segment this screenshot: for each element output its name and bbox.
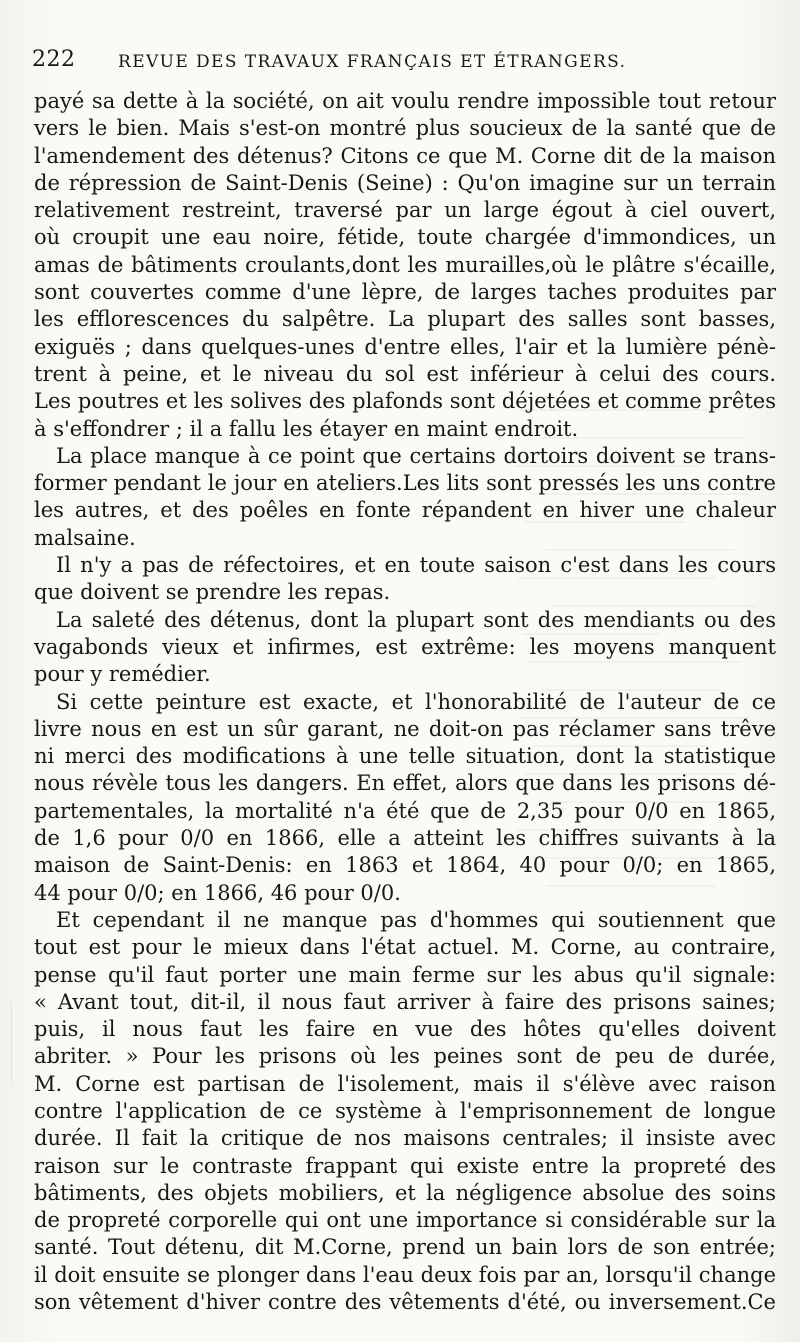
page-header — [22, 42, 782, 78]
text-line: ni merci des modifications à une telle situation, dont la statistique — [34, 744, 776, 769]
page-number: 222 — [32, 47, 76, 72]
text-line: où croupit une eau noire, fétide, toute chargée d'immondices, un — [34, 225, 776, 250]
text-line: La place manque à ce point que certains dortoirs doivent se trans- — [56, 443, 776, 468]
text-line: livre nous en est un sûr garant, ne doit-on pas réclamer sans trêve — [34, 716, 776, 741]
text-line: tout est pour le mieux dans l'état actuel. M. Corne, au contraire, — [34, 935, 776, 960]
text-line: sont couvertes comme d'une lèpre, de larges taches produites par — [34, 280, 776, 305]
text-line: durée. Il fait la critique de nos maisons centrales; il insiste avec — [34, 1126, 776, 1151]
text-line: que doivent se prendre les repas. — [34, 580, 391, 605]
text-line: payé sa dette à la société, on ait voulu rendre impossible tout retour — [34, 89, 776, 113]
text-line: santé. Tout détenu, dit M.Corne, prend un bain lors de son entrée; — [34, 1235, 776, 1260]
text-line: Si cette peinture est exacte, et l'honorabilité de l'auteur de ce — [56, 689, 776, 714]
text-line: son vêtement d'hiver contre des vêtements d'été, ou inversement.Ce — [34, 1290, 776, 1315]
text-line: pense qu'il faut porter une main ferme sur les abus qu'il signale: — [34, 962, 776, 987]
text-line: maison de Saint-Denis: en 1863 et 1864, 40 pour 0/0; en 1865, — [34, 853, 776, 878]
text-line: relativement restreint, traversé par un large égout à ciel ouvert, — [34, 198, 776, 223]
text-line: Il n'y a pas de réfectoires, et en toute saison c'est dans les cours — [56, 553, 776, 578]
text-line: nous révèle tous les dangers. En effet, alors que dans les prisons dé- — [34, 771, 776, 796]
text-line: partementales, la mortalité n'a été que de 2,35 pour 0/0 en 1865, — [34, 798, 776, 823]
text-line: vers le bien. Mais s'est-on montré plus soucieux de la santé que de — [34, 116, 776, 141]
running-head: REVUE DES TRAVAUX FRANÇAIS ET ÉTRANGERS. — [118, 52, 627, 72]
text-line: vagabonds vieux et infirmes, est extrême: les moyens manquent — [34, 634, 776, 659]
text-line: les efflorescences du salpêtre. La plupart des salles sont basses, — [34, 307, 776, 332]
text-line: l'amendement des détenus? Citons ce que M. Corne dit de la maison — [34, 143, 776, 168]
text-line: « Avant tout, dit-il, il nous faut arriver à faire des prisons saines; — [34, 989, 776, 1014]
text-line: Et cependant il ne manque pas d'hommes qui soutiennent que — [56, 907, 776, 932]
text-line: M. Corne est partisan de l'isolement, mais il s'élève avec raison — [34, 1071, 776, 1096]
text-line: raison sur le contraste frappant qui existe entre la propreté des — [34, 1153, 776, 1178]
text-line: les autres, et des poêles en fonte répandent en hiver une chaleur — [34, 498, 776, 523]
text-line: à s'effondrer ; il a fallu les étayer en maint endroit. — [34, 416, 579, 441]
text-line: exiguës ; dans quelques-unes d'entre elles, l'air et la lumière pénè- — [34, 334, 776, 359]
text-line: contre l'application de ce système à l'emprisonnement de longue — [34, 1098, 776, 1123]
text-line: bâtiments, des objets mobiliers, et la négligence absolue des soins — [34, 1180, 776, 1205]
text-line: Les poutres et les solives des plafonds sont déjetées et comme prêtes — [34, 389, 776, 414]
text-line: de propreté corporelle qui ont une importance si considérable sur la — [34, 1208, 776, 1233]
scan-edge-mark — [11, 1002, 12, 1082]
text-line: pour y remédier. — [34, 662, 211, 687]
text-line: de 1,6 pour 0/0 en 1866, elle a atteint les chiffres suivants à la — [34, 826, 776, 851]
text-line: amas de bâtiments croulants,dont les murailles,où le plâtre s'écaille, — [34, 252, 776, 277]
text-line: de répression de Saint-Denis (Seine) : Qu'on imagine sur un terrain — [34, 170, 776, 195]
text-line: malsaine. — [34, 525, 136, 550]
text-line: puis, il nous faut les faire en vue des hôtes qu'elles doivent — [34, 1017, 776, 1042]
page-text — [34, 88, 776, 1316]
text-line: il doit ensuite se plonger dans l'eau deux fois par an, lorsqu'il change — [34, 1262, 776, 1287]
text-line: 44 pour 0/0; en 1866, 46 pour 0/0. — [34, 880, 401, 905]
text-line: abriter. » Pour les prisons où les peines sont de peu de durée, — [34, 1044, 776, 1069]
text-line: former pendant le jour en ateliers.Les lits sont pressés les uns contre — [34, 471, 776, 496]
text-line: trent à peine, et le niveau du sol est inférieur à celui des cours. — [34, 361, 776, 386]
text-line: La saleté des détenus, dont la plupart sont des mendiants ou des — [56, 607, 776, 632]
